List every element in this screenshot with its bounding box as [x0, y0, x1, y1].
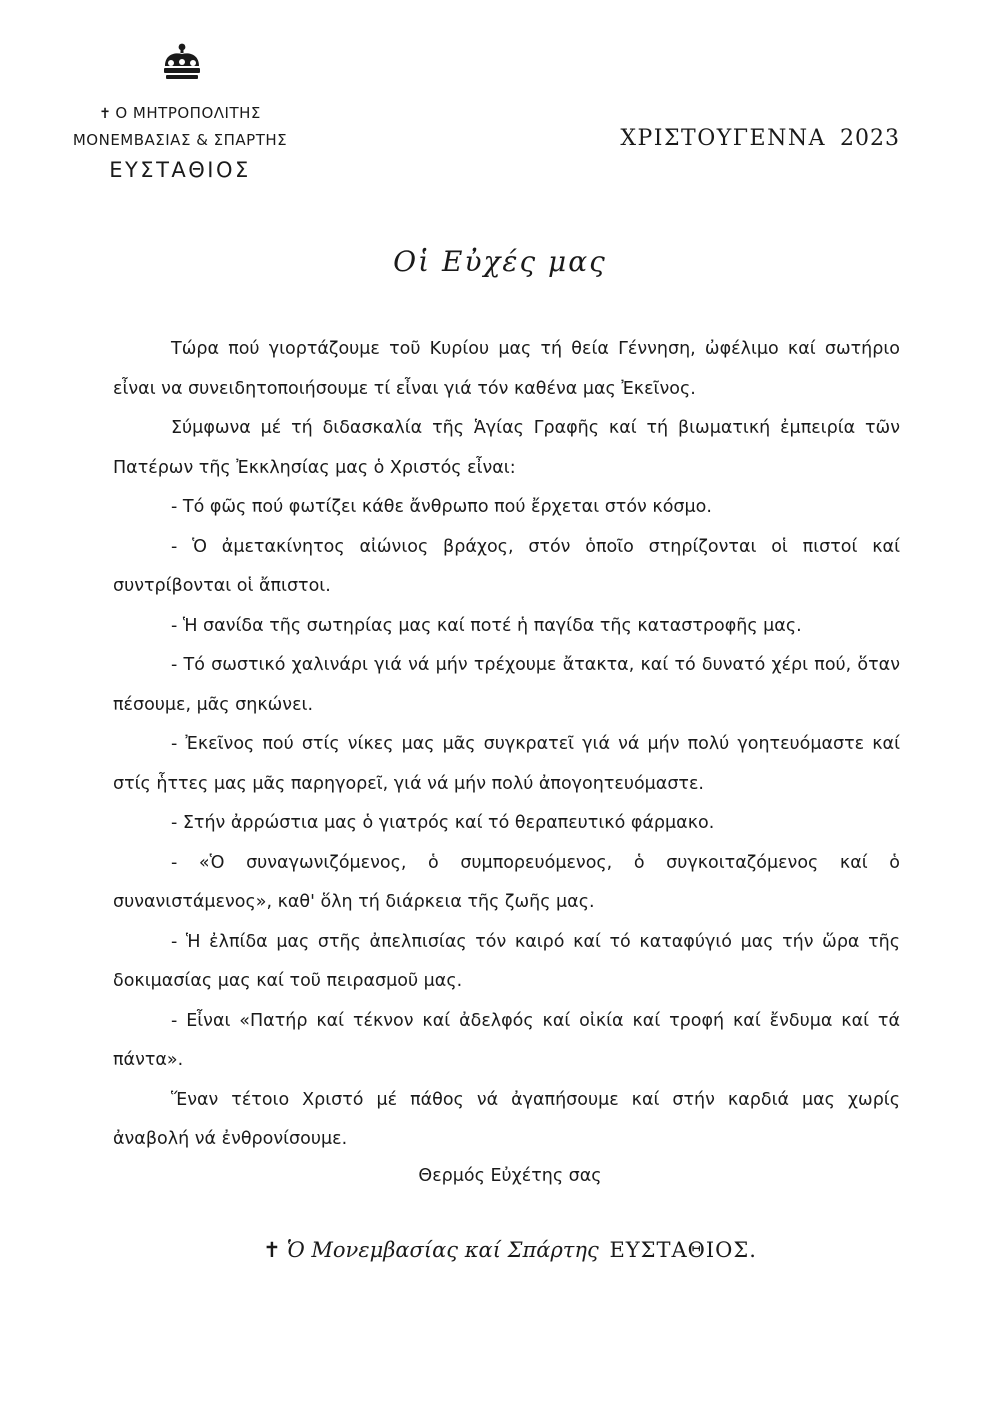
crown-icon — [160, 42, 204, 82]
paragraph: Ἕναν τέτοιο Χριστό μέ πάθος νά ἀγαπήσουμε καί στήν καρδιά μας χωρίς ἀναβολή νά ἐνθρονίσουμε. — [113, 1089, 900, 1149]
paragraph: - Τό σωστικό χαλινάρι γιά νά μήν τρέχουμε ἄτακτα, καί τό δυνατό χέρι πού, ὅταν πέσουμε, μᾶς σηκώνει. — [113, 655, 900, 715]
letterhead-diocese: ΜΟΝΕΜΒΑΣΙΑΣ & ΣΠΑΡΤΗΣ — [72, 131, 288, 149]
paragraph: - «Ὁ συναγωνιζόμενος, ὁ συμπορευόμενος, ὁ συγκοιταζόμενος καί ὁ συνανιστάμενος», καθ' ὅλη τή διάρκεια τῆς ζωῆς μας. — [113, 852, 900, 912]
paragraph: - Τό φῶς πού φωτίζει κάθε ἄνθρωπο πού ἔρχεται στόν κόσμο. — [171, 497, 712, 517]
paragraph: - Ὁ ἀμετακίνητος αἰώνιος βράχος, στόν ὁποῖο στηρίζονται οἱ πιστοί καί συντρίβονται οἱ ἄπιστοι. — [113, 536, 900, 596]
paragraph: - Ἡ ἐλπίδα μας στῆς ἀπελπισίας τόν καιρό καί τό καταφύγιό μας τήν ὥρα τῆς δοκιμασίας μας καί τοῦ πειρασμοῦ μας. — [113, 931, 900, 991]
signature-text: Ὁ Μονεμβασίας καί Σπάρτης — [286, 1238, 599, 1262]
paragraph: - Στήν ἀρρώστια μας ὁ γιατρός καί τό θεραπευτικό φάρμακο. — [171, 813, 715, 833]
signature — [0, 1238, 1000, 1262]
cross-icon: ✝ — [99, 106, 112, 122]
paragraph: - Ἡ σανίδα τῆς σωτηρίας μας καί ποτέ ἡ παγίδα τῆς καταστροφῆς μας. — [171, 615, 802, 636]
paragraph: - Εἶναι «Πατήρ καί τέκνον καί ἀδελφός καί οἰκία καί τροφή καί ἔνδυμα καί τά πάντα». — [113, 1010, 900, 1070]
letter-body — [113, 330, 900, 1160]
letterhead-title — [40, 104, 320, 122]
letter-date — [560, 126, 900, 151]
letter-heading: Οἱ Εὐχές μας — [393, 245, 607, 278]
letterhead-name: ΕΥΣΤΑΘΙΟΣ — [109, 158, 251, 182]
paragraph: Τώρα πού γιορτάζουμε τοῦ Κυρίου μας τή θεία Γέννηση, ὠφέλιμο καί σωτήριο εἶναι να συνειδητοποιήσουμε τί εἶναι γιά τόν καθένα μας Ἐκεῖνος. — [113, 339, 900, 399]
cross-icon: ✝ — [263, 1238, 281, 1262]
closing-line: Θερμός Εὐχέτης σας — [418, 1166, 602, 1186]
date-year: 2023 — [840, 126, 900, 151]
paragraph: Σύμφωνα μέ τή διδασκαλία τῆς Ἁγίας Γραφῆς καί τή βιωματική ἐμπειρία τῶν Πατέρων τῆς Ἐκκλησίας μας ὁ Χριστός εἶναι: — [113, 418, 900, 478]
paragraph: - Ἐκεῖνος πού στίς νίκες μας μᾶς συγκρατεῖ γιά νά μήν πολύ γοητευόμαστε καί στίς ἧττες μας μᾶς παρηγορεῖ, γιά νά μήν πολύ ἀπογοητευόμαστε. — [113, 734, 900, 794]
signature-name: ΕΥΣΤΑΘΙΟΣ. — [609, 1238, 757, 1262]
letterhead-title-text: Ο ΜΗΤΡΟΠΟΛΙΤΗΣ — [115, 104, 261, 122]
date-label: ΧΡΙΣΤΟΥΓΕΝΝΑ — [620, 126, 826, 151]
